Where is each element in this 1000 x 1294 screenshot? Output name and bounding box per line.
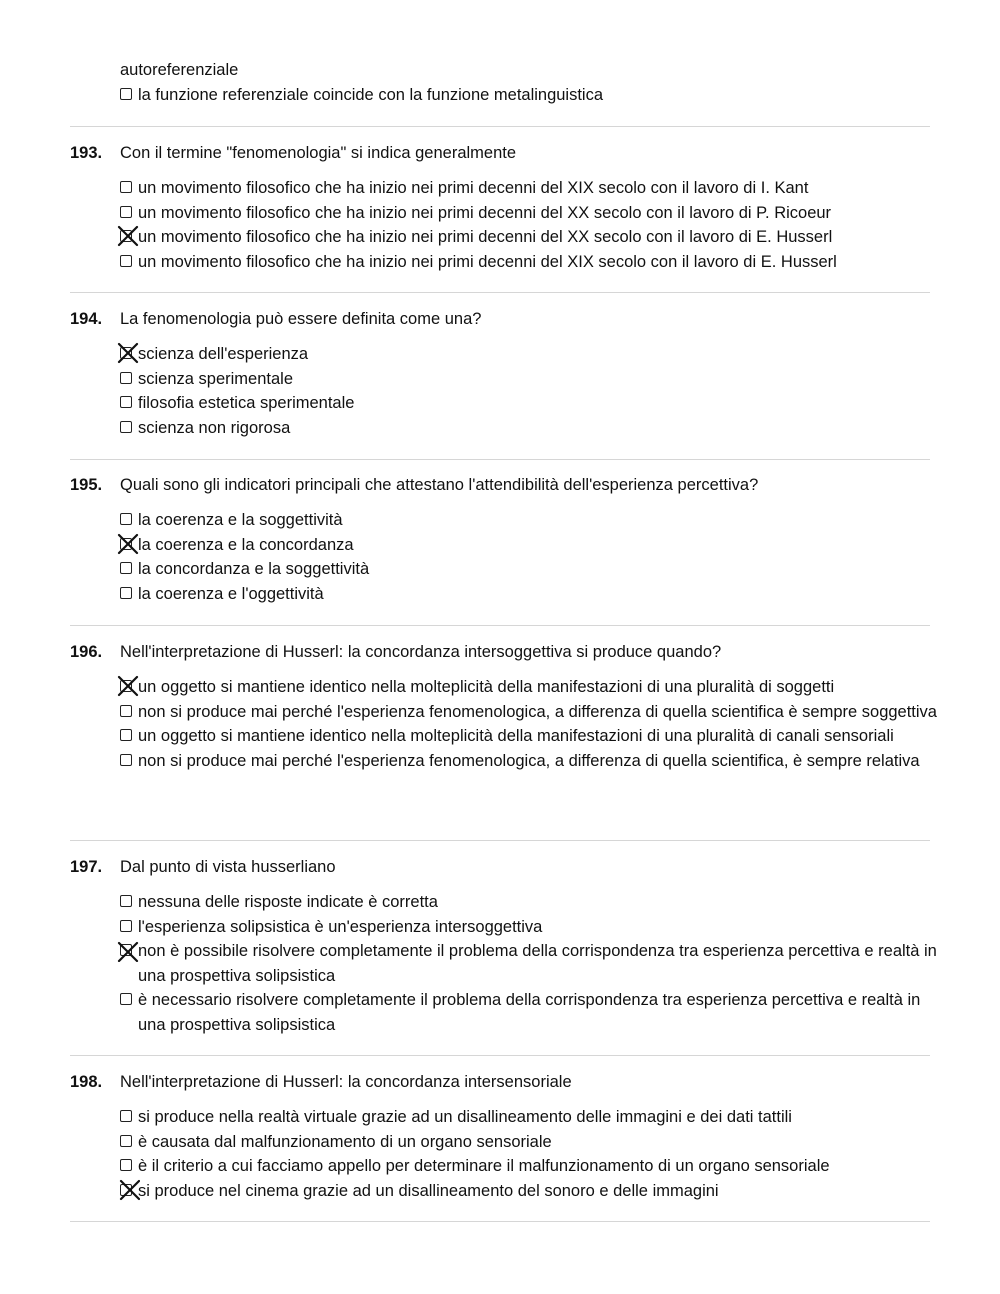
answer-option[interactable] [120,1105,940,1130]
options-list [120,508,940,606]
answer-option[interactable] [120,391,940,416]
question-number: 193. [70,144,103,162]
option-label: non si produce mai perché l'esperienza fenomenologica, a differenza di quella scientifica, è sempre relativa [138,751,920,770]
answer-option[interactable] [120,250,940,275]
option-label: la concordanza e la soggettività [138,560,370,578]
answer-option-selected[interactable] [120,939,940,988]
answer-option[interactable] [120,582,940,607]
x-mark-icon [116,341,140,365]
option-label: è causata dal malfunzionamento di un organo sensoriale [138,1132,552,1151]
question-text: Nell'interpretazione di Husserl: la concordanza intersensoriale [120,1073,572,1091]
option-label: nessuna delle risposte indicate è corretta [138,893,438,911]
question-193 [70,141,940,274]
option-label: un oggetto si mantiene identico nella molteplicità della manifestazioni di una pluralità di soggetti [138,678,835,696]
options-list [120,176,940,274]
option-label: si produce nella realtà virtuale grazie ad un disallineamento delle immagini e dei dati tattili [138,1108,792,1126]
checkbox-icon[interactable] [120,895,132,907]
question-number: 198. [70,1073,103,1091]
option-label: la coerenza e la soggettività [138,511,343,529]
separator [70,625,930,626]
x-mark-icon [116,938,140,962]
checkbox-icon[interactable] [120,920,132,932]
question-number: 194. [70,310,103,328]
answer-option[interactable] [120,201,940,226]
separator [70,126,930,127]
question-196 [70,640,940,773]
option-label: scienza non rigorosa [138,418,291,437]
answer-option[interactable] [120,915,940,940]
answer-option[interactable] [120,700,940,725]
answer-option-selected[interactable] [120,1179,940,1204]
option-label: la funzione referenziale coincide con la funzione metalinguistica [138,85,604,104]
x-mark-icon [116,674,140,698]
answer-option[interactable] [120,508,940,533]
answer-option[interactable] [120,749,940,774]
question-text: La fenomenologia può essere definita come una? [120,310,482,328]
checkbox-icon[interactable] [120,562,132,574]
checkbox-icon[interactable] [120,729,132,741]
question-198 [70,1070,940,1203]
checkbox-icon[interactable] [120,1135,132,1147]
option-label: l'esperienza solipsistica è un'esperienza intersoggettiva [138,917,543,936]
checkbox-icon[interactable] [120,206,132,218]
answer-option[interactable] [120,724,940,749]
options-list [120,342,940,440]
checkbox-icon[interactable] [120,993,132,1005]
separator [70,292,930,293]
checkbox-icon[interactable] [120,1110,132,1122]
option-label: la coerenza e la concordanza [138,535,354,554]
option-label: scienza sperimentale [138,369,293,388]
answer-option[interactable] [120,988,940,1037]
checkbox-icon[interactable] [120,513,132,525]
checkbox-icon[interactable] [120,181,132,193]
answer-option[interactable] [120,557,940,582]
question-194 [70,307,940,440]
checkbox-icon[interactable] [120,255,132,267]
options-list [120,675,940,773]
option-label: non è possibile risolvere completamente il problema della corrispondenza tra esperienza percettiva e realtà in una prospettiva solipsistica [138,942,937,985]
option-label: è necessario risolvere completamente il problema della corrispondenza tra esperienza percettiva e realtà in una prospettiva solipsistica [138,991,921,1034]
previous-question-continuation [120,58,940,107]
separator [70,840,930,841]
option-label: filosofia estetica sperimentale [138,394,355,412]
option-label: un movimento filosofico che ha inizio nei primi decenni del XX secolo con il lavoro di E. Husserl [138,228,833,246]
options-list [120,890,940,1037]
answer-option[interactable] [120,83,940,108]
answer-option-selected[interactable] [120,533,940,558]
answer-option-selected[interactable] [120,225,940,250]
question-number: 197. [70,858,103,876]
checkbox-icon[interactable] [120,587,132,599]
option-label: un movimento filosofico che ha inizio nei primi decenni del XX secolo con il lavoro di P. Ricoeur [138,203,832,222]
question-197 [70,855,940,1037]
option-label: la coerenza e l'oggettività [138,584,324,603]
question-number: 195. [70,476,103,494]
question-number: 196. [70,643,103,661]
option-label: un movimento filosofico che ha inizio nei primi decenni del XIX secolo con il lavoro di E. Husserl [138,252,837,271]
separator [70,459,930,460]
question-text: Nell'interpretazione di Husserl: la concordanza intersoggettiva si produce quando? [120,643,722,661]
checkbox-icon[interactable] [120,705,132,717]
answer-option[interactable] [120,367,940,392]
answer-option-selected[interactable] [120,342,940,367]
checkbox-icon[interactable] [120,88,132,100]
checkbox-icon[interactable] [120,1159,132,1171]
option-label: si produce nel cinema grazie ad un disallineamento del sonoro e delle immagini [138,1181,719,1200]
answer-option[interactable] [120,176,940,201]
separator [70,1221,930,1222]
options-list [120,1105,940,1203]
answer-option[interactable] [120,1154,940,1179]
x-mark-icon [116,532,140,556]
checkbox-icon[interactable] [120,396,132,408]
x-mark-icon [116,224,140,248]
answer-option[interactable] [120,416,940,441]
question-text: Dal punto di vista husserliano [120,858,336,876]
option-label: è il criterio a cui facciamo appello per determinare il malfunzionamento di un organo sensoriale [138,1157,830,1175]
x-mark-icon [116,1178,140,1202]
separator [70,1055,930,1056]
continuation-text: autoreferenziale [120,61,239,79]
checkbox-icon[interactable] [120,372,132,384]
option-label: un movimento filosofico che ha inizio nei primi decenni del XIX secolo con il lavoro di I. Kant [138,179,809,197]
checkbox-icon[interactable] [120,754,132,766]
option-label: scienza dell'esperienza [138,345,309,363]
option-label: non si produce mai perché l'esperienza fenomenologica, a differenza di quella scientifica è sempre soggettiva [138,702,937,721]
checkbox-icon[interactable] [120,421,132,433]
answer-option-selected[interactable] [120,675,940,700]
option-label: un oggetto si mantiene identico nella molteplicità della manifestazioni di una pluralità di canali sensoriali [138,727,894,745]
question-text: Con il termine "fenomenologia" si indica generalmente [120,144,517,162]
question-text: Quali sono gli indicatori principali che attestano l'attendibilità dell'esperienza percettiva? [120,476,759,494]
answer-option[interactable] [120,1130,940,1155]
answer-option[interactable] [120,890,940,915]
question-195 [70,473,940,606]
